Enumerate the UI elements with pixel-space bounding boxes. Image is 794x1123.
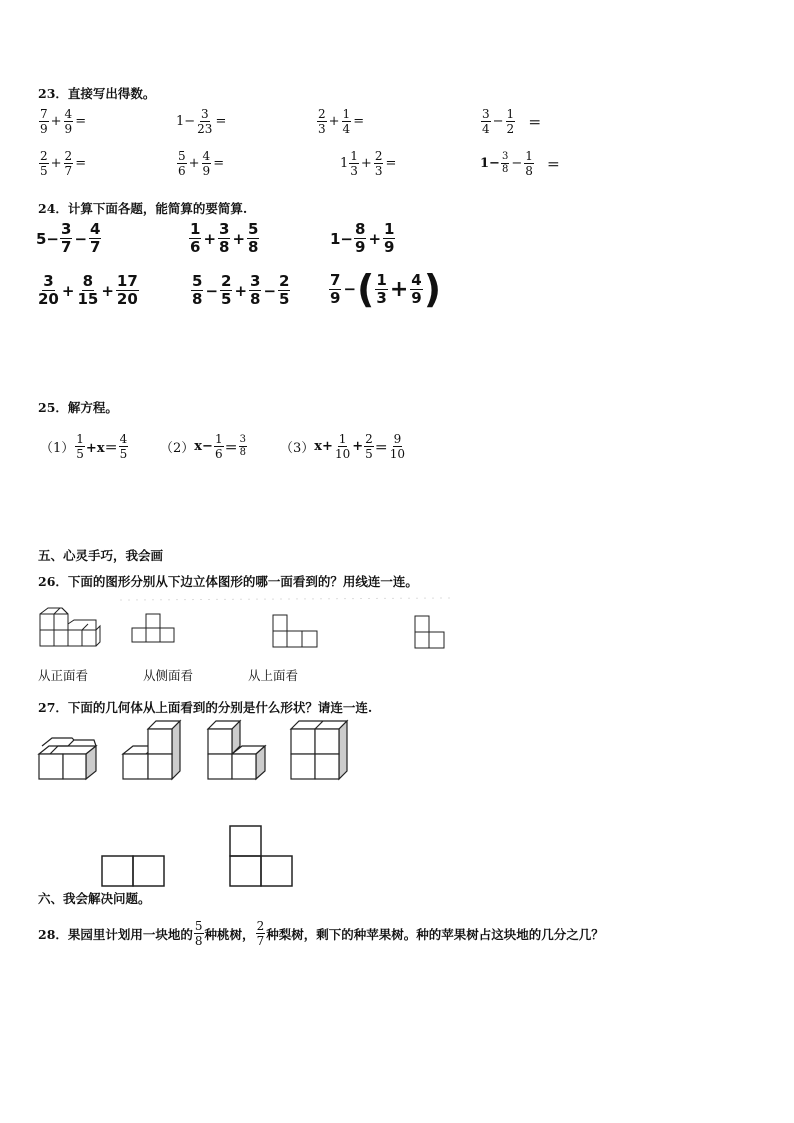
frac-den: 15 — [77, 290, 99, 308]
frac-den: 6 — [214, 447, 223, 461]
frac-den: 3 — [318, 122, 326, 136]
frac-den: 6 — [178, 164, 186, 178]
item-lead: 1− — [176, 114, 196, 129]
equals: = — [213, 156, 225, 171]
eq-mid: ＝ — [224, 441, 238, 456]
frac-den: 8 — [194, 934, 203, 948]
item-lead: 1− — [480, 156, 500, 171]
eq-sign: ＝ — [374, 441, 388, 456]
q27-top-view-2 — [230, 826, 292, 886]
frac-den: 6 — [190, 238, 201, 256]
frac-num: 1 — [506, 107, 515, 121]
frac-num: 3 — [239, 434, 246, 445]
frac-den: 2 — [506, 122, 515, 136]
q27-title: 27．下面的几何体从上面看到的分别是什么形状？请连一连. — [38, 700, 373, 715]
frac-num: 7 — [40, 107, 48, 121]
frac-den: 7 — [256, 934, 265, 948]
q26-label-front: 从正面看 — [38, 668, 89, 683]
frac-num: 7 — [330, 270, 341, 289]
equals: = — [75, 114, 87, 129]
q27-figure-3 — [208, 721, 265, 779]
operator: + — [61, 281, 75, 300]
operator: + — [232, 229, 246, 248]
equals: ＝ — [528, 116, 542, 131]
frac-den: 10 — [389, 447, 406, 461]
q27-figure-4 — [291, 721, 347, 779]
operator: + — [101, 281, 114, 300]
operator: + — [234, 281, 248, 300]
frac-num: 3 — [61, 220, 72, 238]
frac-num: 1 — [384, 220, 395, 238]
frac-den: 23 — [197, 122, 213, 136]
frac-den: 8 — [239, 447, 246, 458]
frac-den: 5 — [279, 290, 290, 308]
frac-den: 9 — [330, 288, 341, 307]
equals: = — [215, 114, 227, 129]
item-lead: 1 — [340, 156, 349, 171]
frac-num: 2 — [365, 432, 373, 446]
frac-num: 2 — [40, 149, 48, 163]
operator: + — [50, 114, 62, 129]
section-6-heading: 六、我会解决问题。 — [38, 891, 151, 906]
frac-den: 4 — [342, 122, 351, 136]
operator: − — [74, 229, 88, 248]
frac-num: 5 — [194, 919, 203, 933]
frac-num: 2 — [279, 272, 290, 290]
frac-den: 8 — [248, 238, 259, 256]
operator: + — [368, 229, 382, 248]
operator: − — [492, 114, 504, 129]
frac-num: 5 — [248, 220, 259, 238]
frac-den: 9 — [40, 122, 48, 136]
q27-figures — [39, 721, 347, 779]
frac-den: 3 — [376, 288, 387, 307]
q28-text-pre: 28．果园里计划用一块地的 — [38, 926, 193, 942]
frac-num: 3 — [200, 107, 209, 121]
frac-den: 9 — [384, 238, 395, 256]
frac-num: 1 — [350, 149, 358, 163]
q26-view-front — [132, 614, 174, 642]
q26-3d-figure — [40, 608, 100, 646]
frac-den: 7 — [90, 238, 101, 256]
q28-text-mid2: 种梨树，剩下的种苹果树。种的苹果树占这块地的几分之几？ — [266, 926, 604, 942]
frac-num: 3 — [250, 272, 261, 290]
frac-den: 9 — [202, 164, 211, 178]
frac-num: 8 — [82, 272, 94, 290]
frac-den: 5 — [76, 447, 84, 461]
frac-num: 2 — [221, 272, 232, 290]
operator: + — [203, 229, 217, 248]
q28-text — [38, 920, 604, 947]
eq-lead: x+ — [314, 439, 333, 454]
frac-den: 7 — [64, 164, 73, 178]
frac-num: 1 — [190, 220, 201, 238]
frac-den: 4 — [482, 122, 490, 136]
frac-num: 4 — [411, 270, 422, 289]
left-paren: ( — [357, 267, 375, 311]
operator: + — [389, 276, 409, 302]
q24-expr-1-lead: 5− — [36, 229, 60, 248]
frac-num: 17 — [116, 272, 138, 290]
q26-label-side: 从侧面看 — [143, 668, 194, 683]
q25-title: 25．解方程。 — [38, 400, 118, 415]
q26-view-side — [273, 615, 317, 647]
frac-den: 9 — [355, 238, 366, 256]
frac-den: 8 — [525, 164, 533, 178]
frac-num: 3 — [43, 272, 54, 290]
frac-num: 4 — [119, 432, 128, 446]
frac-num: 5 — [178, 149, 186, 163]
frac-num: 9 — [393, 432, 402, 446]
eq-mid: +x＝ — [85, 441, 118, 456]
q24-title: 24．计算下面各题，能简算的要简算. — [38, 201, 248, 216]
frac-num: 1 — [214, 432, 223, 446]
frac-num: 3 — [482, 107, 490, 121]
operator: − — [511, 156, 523, 171]
operator: + — [50, 156, 62, 171]
frac-den: 9 — [64, 122, 73, 136]
equals: = — [75, 156, 87, 171]
operator: + — [360, 156, 372, 171]
frac-den: 8 — [192, 290, 203, 308]
q27-top-views — [102, 826, 292, 886]
frac-num: 1 — [342, 107, 351, 121]
frac-den: 9 — [411, 288, 422, 307]
eq-number: （2） — [160, 441, 195, 456]
frac-den: 7 — [61, 238, 72, 256]
frac-den: 5 — [40, 164, 48, 178]
operator: − — [343, 280, 357, 298]
frac-den: 5 — [119, 447, 128, 461]
frac-den: 5 — [365, 447, 373, 461]
q26-title: 26．下面的图形分别从下边立体图形的哪一面看到的？用线连一连。 — [38, 574, 418, 589]
frac-den: 5 — [221, 290, 232, 308]
frac-den: 20 — [116, 290, 138, 308]
equals: ＝ — [546, 158, 560, 173]
frac-den: 10 — [334, 447, 351, 461]
frac-num: 2 — [256, 919, 265, 933]
frac-num: 4 — [90, 220, 101, 238]
equals: = — [353, 114, 365, 129]
operator: + — [188, 156, 200, 171]
frac-num: 1 — [525, 149, 533, 163]
scan-mark — [120, 598, 450, 600]
frac-den: 8 — [219, 238, 230, 256]
q28-text-mid1: 种桃树， — [204, 926, 255, 942]
q27-figure-2 — [123, 721, 180, 779]
eq-number: （3） — [280, 441, 315, 456]
q26-label-top: 从上面看 — [248, 668, 299, 683]
operator: − — [205, 281, 219, 300]
equals: = — [385, 156, 397, 171]
frac-den: 3 — [350, 164, 358, 178]
frac-num: 3 — [219, 220, 230, 238]
frac-num: 1 — [376, 270, 387, 289]
frac-den: 8 — [250, 290, 261, 308]
frac-num: 1 — [76, 432, 84, 446]
frac-num: 3 — [501, 151, 509, 162]
eq-lead: x− — [194, 439, 213, 454]
q23-title: 23．直接写出得数。 — [38, 86, 156, 101]
q24-expr-3-lead: 1− — [330, 229, 354, 248]
operator: − — [263, 281, 277, 300]
frac-num: 2 — [318, 107, 326, 121]
frac-den: 20 — [38, 290, 59, 308]
frac-num: 8 — [355, 220, 366, 238]
right-paren: ) — [423, 267, 442, 311]
frac-den: 3 — [374, 164, 383, 178]
eq-number: （1） — [40, 441, 75, 456]
frac-num: 2 — [64, 149, 73, 163]
frac-num: 4 — [64, 107, 73, 121]
frac-num: 4 — [202, 149, 211, 163]
eq-mid: + — [352, 439, 364, 454]
frac-num: 1 — [338, 432, 347, 446]
frac-num: 2 — [374, 149, 383, 163]
q27-top-view-1 — [102, 856, 164, 886]
q26-view-top — [415, 616, 444, 648]
q27-figure-1 — [39, 738, 96, 779]
operator: + — [328, 114, 340, 129]
frac-num: 5 — [192, 272, 203, 290]
section-5-heading: 五、心灵手巧，我会画 — [38, 548, 164, 563]
frac-den: 8 — [501, 164, 509, 175]
